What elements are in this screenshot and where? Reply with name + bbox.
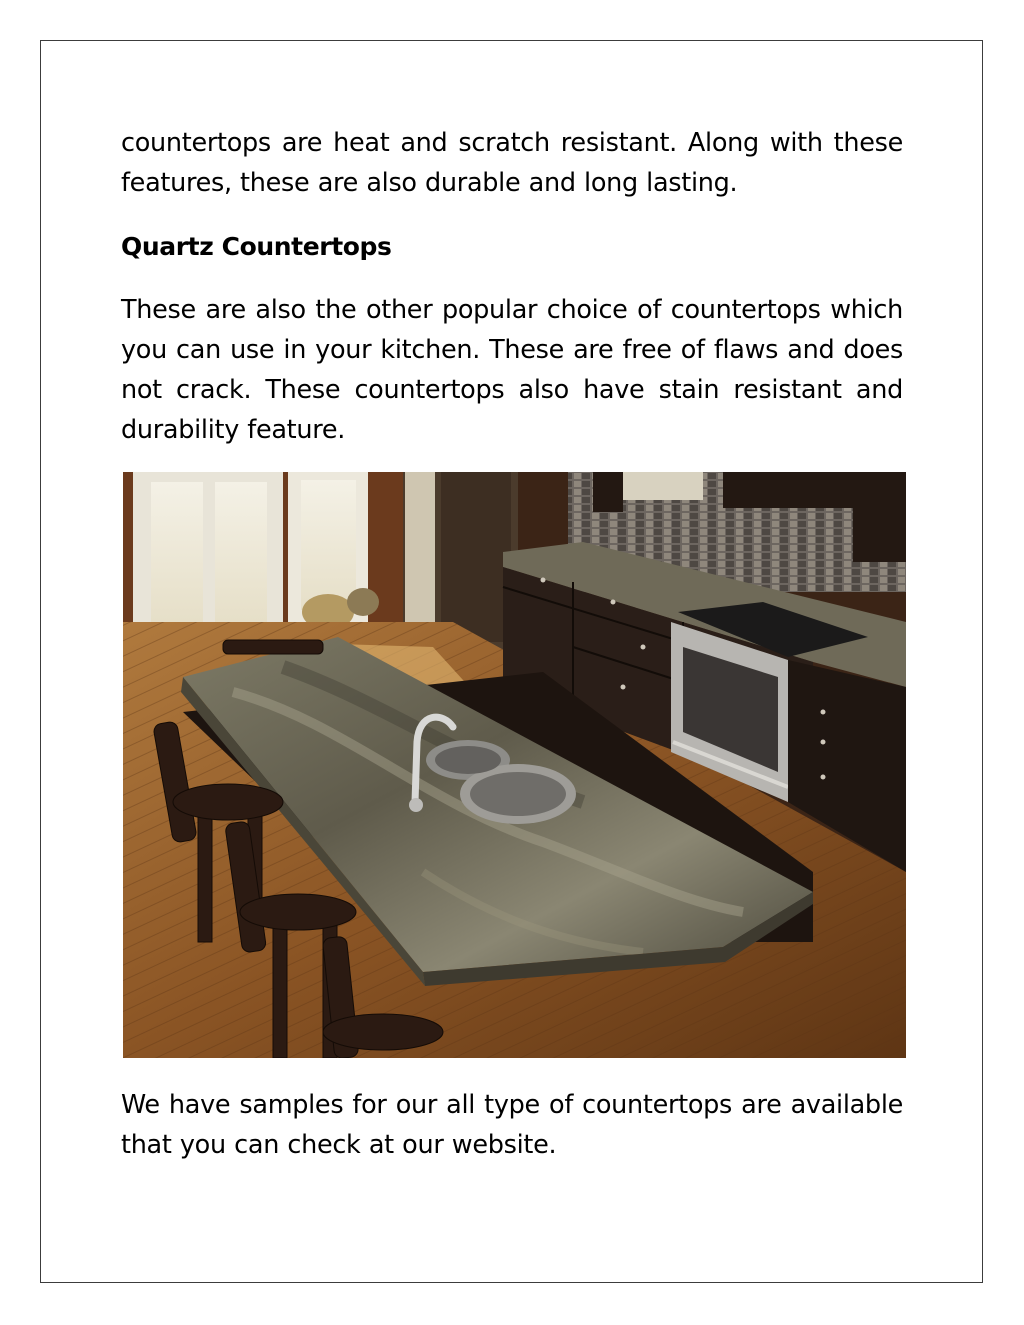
kitchen-island-photo xyxy=(123,472,906,1058)
quartz-paragraph: These are also the other popular choice of countertops which you can use in your kitchen. These are free of flaws and does not crack. These countertops also have stain resistant and durability feature. xyxy=(121,295,903,445)
section-heading: Quartz Countertops xyxy=(121,232,392,261)
intro-paragraph: countertops are heat and scratch resistant. Along with these features, these are also durable and long lasting. xyxy=(121,128,903,198)
closing-paragraph: We have samples for our all type of countertops are available that you can check at our website. xyxy=(121,1090,903,1160)
